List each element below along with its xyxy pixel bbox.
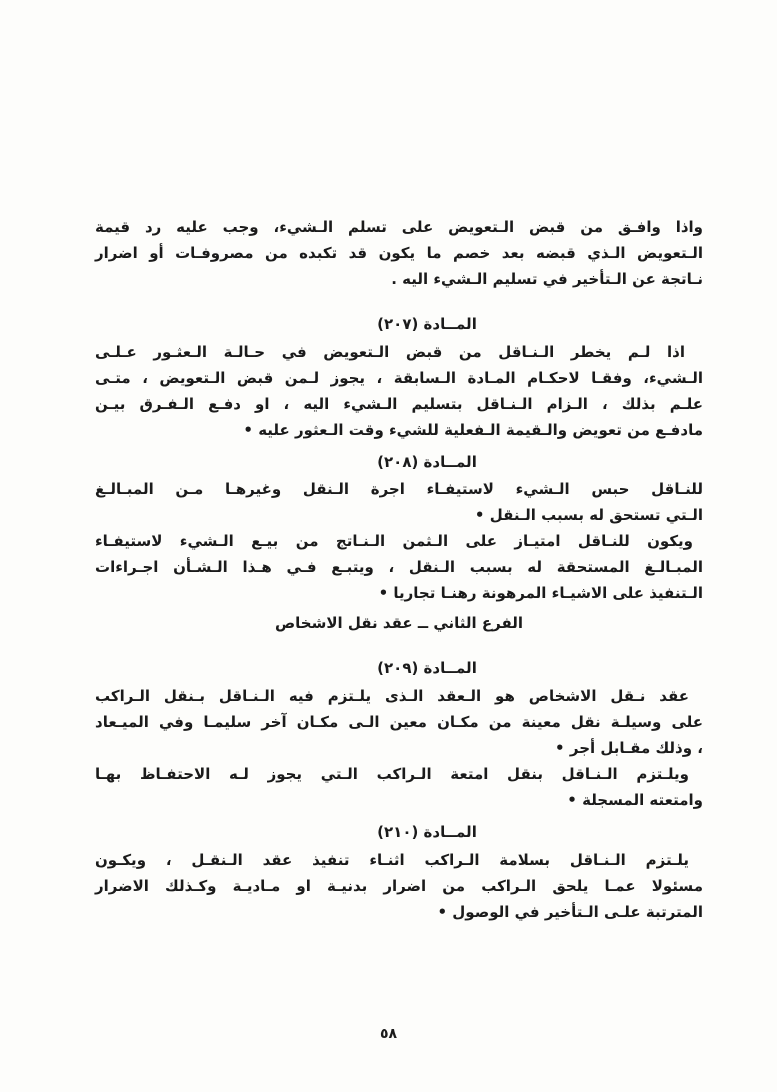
text-line: اذا لـم يخطر الـنـاقل من قبض الـتعويض في حـالـة الـعثـور عـلـى bbox=[95, 343, 685, 361]
text-line: مسئولا عمـا يلحق الـراكب من اضرار بدنيـة او مـاديـة وكـذلك الاضرار bbox=[95, 877, 703, 895]
text-line: المبـالـغ المستحقة له بسبب الـنقل ، ويتبـع فـي هـذا الـشـأن اجـراءات bbox=[95, 558, 703, 576]
article-210-paragraph bbox=[95, 847, 703, 925]
text-line: على وسيلـة نقل معينة من مكـان معين الـى مكـان آخر سليمـا وفي الميـعاد bbox=[95, 713, 703, 731]
text-line: نـاتجة عن الـتأخير في تسليم الـشيء اليه . bbox=[391, 270, 703, 288]
article-208-paragraph bbox=[95, 476, 703, 606]
text-line: علـم بذلك ، الـزام الـنـاقل بتسليم الـشيء اليه ، او دفـع الـفـرق بيـن bbox=[95, 395, 703, 413]
text-line: الـتنفيذ على الاشيـاء المرهونة رهنـا تجاريا • bbox=[378, 584, 703, 602]
text-line: الـتي تستحق له بسبب الـنقل • bbox=[474, 506, 703, 524]
section-heading-text: الفرع الثاني ــ عقد نقل الاشخاص bbox=[274, 614, 524, 632]
text-line: يلـتزم الـنـاقل بسلامة الـراكب اثنـاء تنفيذ عقد الـنقـل ، ويكـون bbox=[95, 851, 689, 869]
text-line: عقد نـقل الاشخاص هو الـعقد الـذى يلـتزم فيه الـنـاقل بـنقل الـراكب bbox=[95, 687, 689, 705]
article-heading-text: المــادة (٢٠٨) bbox=[377, 453, 477, 471]
article-heading-text: المــادة (٢١٠) bbox=[377, 823, 477, 841]
article-heading-text: المــادة (٢٠٧) bbox=[377, 315, 477, 333]
article-209-paragraph bbox=[95, 683, 703, 813]
page-number: ٥٨ bbox=[379, 1026, 398, 1042]
document-text-column bbox=[95, 0, 703, 1092]
article-heading-text: المــادة (٢٠٩) bbox=[377, 659, 477, 677]
text-line: وامتعته المسجلة • bbox=[567, 791, 703, 809]
text-line: ويكون للنـاقل امتيـاز على الـثمن الـنـاتج من بيـع الـشيء لاستيفـاء bbox=[95, 532, 693, 550]
article-209-heading bbox=[123, 657, 731, 679]
text-line: الـشيء، وفقـا لاحكـام المـادة الـسابقة ، يجوز لـمن قبض الـتعويض ، متـى bbox=[95, 369, 703, 387]
intro-paragraph bbox=[95, 214, 703, 292]
text-line: الـتعويض الـذي قبضه بعد خصم ما يكون قد تكبده من مصروفـات أو اضرار bbox=[95, 244, 703, 262]
text-line: المترتبة علـى الـتأخير في الوصول • bbox=[437, 903, 703, 921]
article-207-heading bbox=[123, 313, 731, 335]
text-line: واذا وافـق من قبض الـتعويض على تسلم الـشيء، وجب عليه رد قيمة bbox=[95, 218, 703, 236]
article-210-heading bbox=[123, 821, 731, 843]
article-208-heading bbox=[123, 451, 731, 473]
text-line: ويلـتزم الـنـاقل بنقل امتعة الـراكب الـتي يجوز لـه الاحتفـاظ بهـا bbox=[95, 765, 689, 783]
text-line: مادفـع من تعويض والـقيمة الـفعلية للشيء وقت الـعثور عليه • bbox=[243, 421, 703, 439]
text-line: للنـاقل حبس الـشيء لاستيفـاء اجرة الـنقل وغيرهـا مـن المبـالـغ bbox=[95, 480, 703, 498]
section-heading bbox=[95, 612, 703, 634]
text-line: ، وذلك مقـابل أجر • bbox=[555, 739, 703, 757]
article-207-paragraph bbox=[95, 339, 703, 443]
